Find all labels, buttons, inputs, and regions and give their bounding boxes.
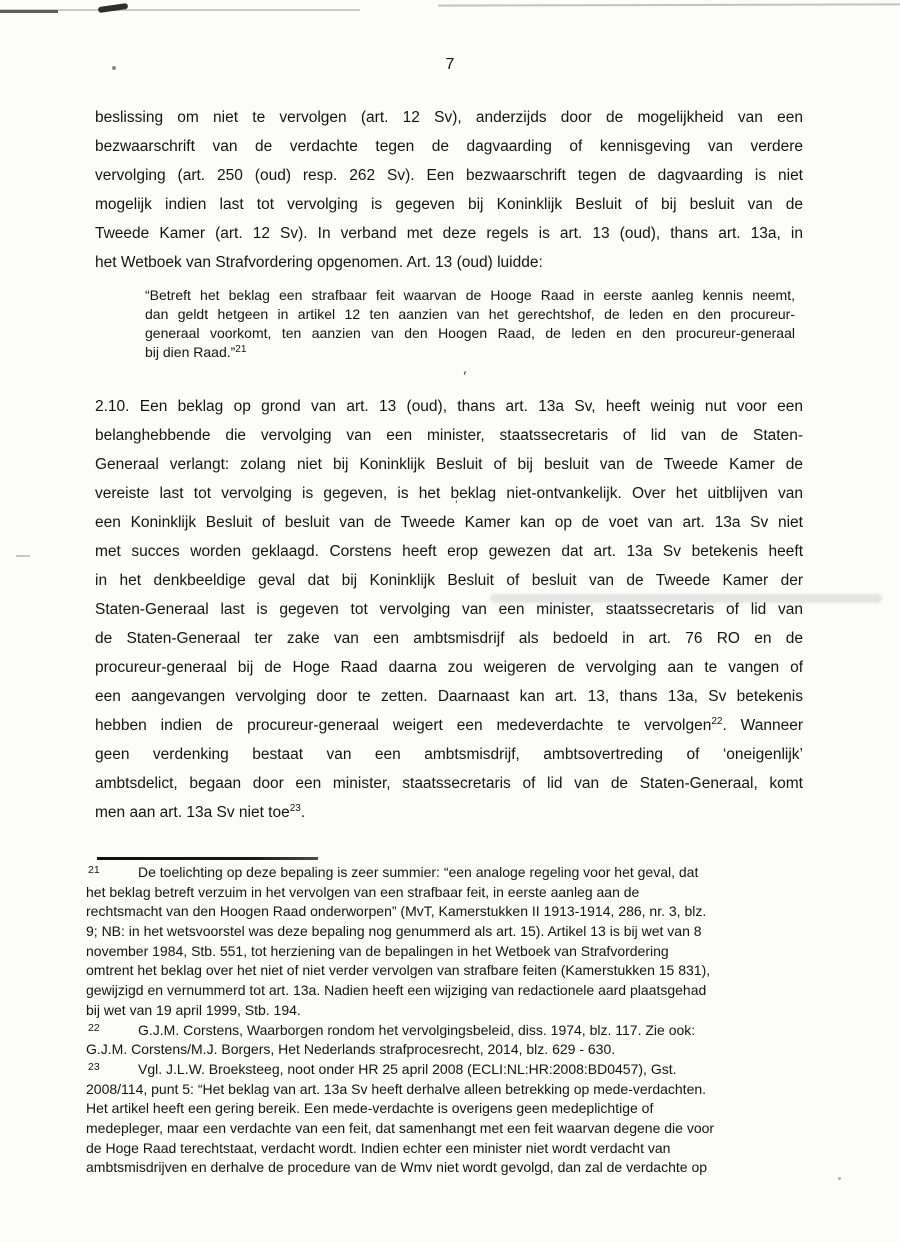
text-line: Tweede Kamer (art. 12 Sv). In verband met deze regels is art. 13 (oud), thans art. 13a, in: [95, 225, 803, 242]
quote-line: generaal voorkomt, ten aanzien van den Hoogen Raad, de leden en den procureur-generaal: [145, 325, 795, 341]
text-line: de Staten-Generaal ter zake van een ambtsmisdrijf als bedoeld in art. 76 RO en de: [95, 630, 803, 647]
text-line: belanghebbende die vervolging van een minister, staatssecretaris of lid van de Staten-: [95, 427, 803, 444]
text-line: mogelijk indien last tot vervolging is gegeven bij Koninklijk Besluit of bij besluit van de: [95, 196, 803, 213]
footnote-line: rechtsmacht van den Hoogen Raad onderworpen” (MvT, Kamerstukken II 1913-1914, 286, nr. 3, blz.: [86, 903, 707, 920]
footnote-line: [86, 863, 831, 883]
footnote-ref-23: 23: [289, 803, 301, 814]
footnote-ref-21: 21: [235, 344, 247, 355]
text-line: beslissing om niet te vervolgen (art. 12 Sv), anderzijds door de mogelijkheid van een: [95, 109, 803, 126]
text-line: een Koninklijk Besluit of besluit van de Tweede Kamer kan op de voet van art. 13a Sv niet: [95, 514, 803, 531]
text-line: bezwaarschrift van de verdachte tegen de dagvaarding of kennisgeving van verdere: [95, 138, 803, 155]
body-paragraph-1: [95, 103, 803, 277]
text-line: [95, 798, 803, 827]
footnote-text: De toelichting op deze bepaling is zeer summier: “een analoge regeling voor het geval, dat: [138, 864, 699, 880]
footnote-ref-22: 22: [711, 716, 723, 727]
footnote-line: bij wet van 19 april 1999, Stb. 194.: [86, 1001, 301, 1018]
footnote-line: [86, 1060, 831, 1080]
footnote-line: omtrent het beklag over het niet of niet verder vervolgen van strafbare feiten (Kamerstukken 15 831),: [86, 962, 711, 979]
scan-artifact-speck: [838, 1177, 841, 1180]
footnote-marker-21: 21: [88, 864, 100, 876]
footnote-marker-22: 22: [88, 1021, 100, 1034]
footnote-line: 9; NB: in het wetsvoorstel was deze bepaling nog genummerd als art. 15). Artikel 13 is bij wet van 8: [86, 923, 702, 940]
text-line: het Wetboek van Strafvordering opgenomen. Art. 13 (oud) luidde:: [95, 254, 543, 271]
scan-artifact-stray-mark: ′: [461, 367, 467, 385]
text-line: 2.10. Een beklag op grond van art. 13 (oud), thans art. 13a Sv, heeft weinig nut voor een: [95, 398, 803, 415]
text-line: ambtsdelict, begaan door een minister, staatssecretaris of lid van de Staten-Generaal, komt: [95, 775, 803, 792]
footnote-line: november 1984, Stb. 551, tot herziening van de bepalingen in het Wetboek van Strafvordering: [86, 942, 669, 959]
footnote-line: [86, 1021, 831, 1041]
text-line: vereiste last tot vervolging is gegeven, is het beklag niet-ontvankelijk. Over het uitblijven van: [95, 485, 803, 502]
footnote-line: medepleger, maar een verdachte van een feit, dat samenhangt met een feit waarvan degene die voor: [86, 1119, 715, 1136]
footnote-line: ambtsmisdrijven en derhalve de procedure van de Wmv niet wordt gevolgd, dan zal de verdachte op: [86, 1159, 708, 1176]
scan-artifact-top-line-right: [438, 3, 900, 6]
blockquote-art13: [145, 286, 795, 362]
scan-artifact-top-dash: [0, 10, 58, 13]
text-segment: .: [300, 804, 306, 821]
text-line: een aangevangen vervolging door te zetten. Daarnaast kan art. 13, thans 13a, Sv betekenis: [95, 688, 803, 705]
footnote-line: gewijzigd en vernummerd tot art. 13a. Nadien heeft een wijziging van redactionele aard plaatsgehad: [86, 982, 707, 999]
text-line: Staten-Generaal last is gegeven tot vervolging van een minister, staatssecretaris of lid van: [95, 601, 803, 618]
footnote-line: 2008/114, punt 5: “Het beklag van art. 13a Sv heeft derhalve alleen betrekking op mede-verdachten.: [86, 1080, 707, 1097]
footnote-text: G.J.M. Corstens, Waarborgen rondom het vervolgingsbeleid, diss. 1974, blz. 117. Zie ook:: [138, 1021, 696, 1038]
quote-line: dan geldt hetgeen in artikel 12 ten aanzien van het gerechtshof, de leden en den procureur-: [145, 306, 795, 322]
scan-artifact-stray-mark: ’: [455, 498, 458, 512]
footnote-line: het beklag betreft verzuim in het vervolgen van een strafbaar feit, in eerste aanleg aan de: [86, 883, 640, 900]
page-number: 7: [445, 56, 455, 73]
text-line: geen verdenking bestaat van een ambtsmisdrijf, ambtsovertreding of ‘oneigenlijk’: [95, 746, 803, 763]
footnotes-section: [86, 863, 831, 1178]
text-line: met succes worden geklaagd. Corstens heeft erop gewezen dat art. 13a Sv betekenis heeft: [95, 543, 803, 560]
footnote-21: [86, 863, 831, 1021]
body-paragraph-2: [95, 392, 803, 827]
text-segment: men aan art. 13a Sv niet toe: [95, 804, 290, 821]
footnote-line: Het artikel heeft een gering bereik. Een mede-verdachte is overigens geen medeplichtige of: [86, 1100, 654, 1117]
text-line: in het denkbeeldige geval dat bij Koninklijk Besluit of besluit van de Tweede Kamer der: [95, 572, 803, 589]
footnote-line: de Hoge Raad terechtstaat, verdacht wordt. Indien echter een minister niet wordt verdacht van: [86, 1139, 671, 1156]
footnote-23: [86, 1060, 831, 1178]
footnote-marker-23: 23: [88, 1060, 100, 1073]
text-segment: . Wanneer: [722, 717, 803, 734]
text-line: procureur-generaal bij de Hoge Raad daarna zou weigeren de vervolging aan te vangen of: [95, 659, 803, 676]
scan-artifact-top-blob: [98, 3, 129, 13]
text-line: [95, 711, 803, 740]
footnote-separator: [97, 857, 318, 860]
scan-artifact-speck: [16, 555, 30, 557]
quote-last-text: bij dien Raad.”: [145, 344, 236, 360]
quote-line: [145, 343, 795, 362]
footnote-22: [86, 1021, 831, 1060]
quote-line: “Betreft het beklag een strafbaar feit waarvan de Hooge Raad in eerste aanleg kennis neemt,: [145, 287, 795, 303]
text-segment: hebben indien de procureur-generaal weigert een medeverdachte te vervolgen: [95, 717, 712, 734]
text-line: vervolging (art. 250 (oud) resp. 262 Sv). Een bezwaarschrift tegen de dagvaarding is niet: [95, 167, 803, 184]
footnote-line: G.J.M. Corstens/M.J. Borgers, Het Nederlands strafprocesrecht, 2014, blz. 629 - 630.: [86, 1041, 616, 1058]
text-line: Generaal verlangt: zolang niet bij Koninklijk Besluit of bij besluit van de Tweede Kamer de: [95, 456, 803, 473]
footnote-text: Vgl. J.L.W. Broeksteeg, noot onder HR 25 april 2008 (ECLI:NL:HR:2008:BD0457), Gst.: [138, 1060, 677, 1077]
